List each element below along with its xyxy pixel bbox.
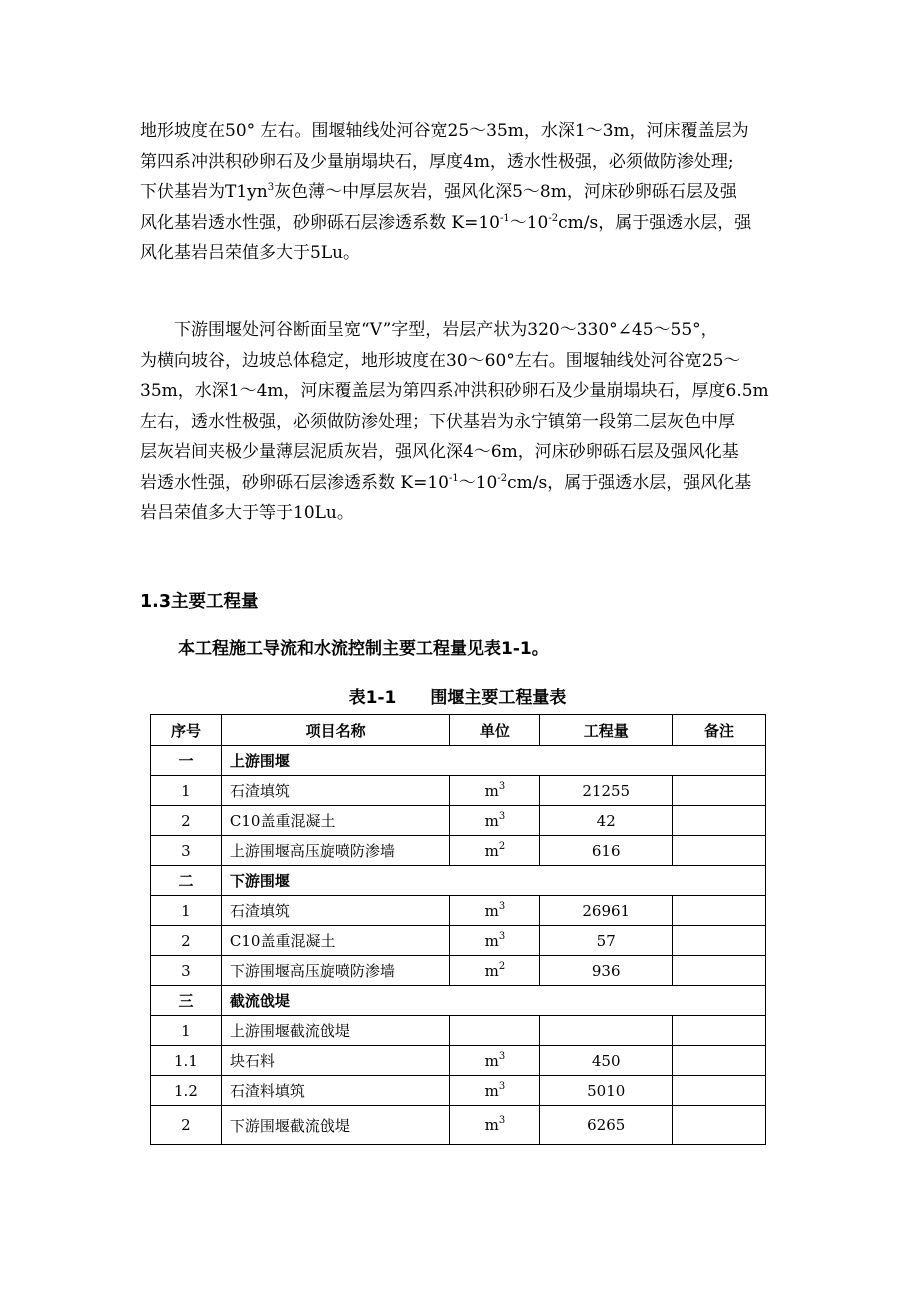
cell-name: 石渣填筑: [221, 896, 450, 926]
table-row: [151, 776, 766, 806]
unit-base: m: [484, 961, 499, 980]
cell-name: C10盖重混凝土: [221, 926, 450, 956]
cell-unit: [450, 1046, 540, 1076]
cell-quantity: 450: [540, 1046, 673, 1076]
cell-no: 3: [151, 956, 222, 986]
superscript: -2: [497, 472, 508, 484]
cell-quantity: 21255: [540, 776, 673, 806]
paragraph-geology-upstream: [140, 116, 785, 269]
unit-base: m: [484, 931, 499, 950]
text-line: [140, 346, 785, 377]
unit-base: m: [484, 1081, 499, 1100]
text-run: 风化基岩吕荣值多大于5Lu。: [140, 243, 361, 263]
cell-section-title: 截流戗堤: [221, 986, 765, 1016]
cell-note: [673, 1106, 766, 1145]
cell-unit: [450, 926, 540, 956]
cell-note: [673, 806, 766, 836]
cell-unit: [450, 1076, 540, 1106]
cell-quantity: 57: [540, 926, 673, 956]
text-line: [140, 315, 785, 346]
table-section-row: [151, 866, 766, 896]
cell-unit: [450, 776, 540, 806]
cell-note: [673, 896, 766, 926]
table-row: [151, 956, 766, 986]
header-no: 序号: [151, 715, 222, 746]
cell-note: [673, 836, 766, 866]
cell-note: [673, 776, 766, 806]
cell-unit: [450, 1016, 540, 1046]
cell-quantity: [540, 1016, 673, 1046]
text-run: 层灰岩间夹极少量薄层泥质灰岩，强风化深4～6m，河床砂卵砾石层及强风化基: [140, 442, 739, 462]
cell-section-title: 上游围堰: [221, 746, 765, 776]
unit-exponent: 3: [498, 1050, 506, 1062]
cell-name: 上游围堰高压旋喷防渗墙: [221, 836, 450, 866]
text-run: 岩透水性强，砂卵砾石层渗透系数 K=10: [140, 472, 449, 493]
cell-name: 上游围堰截流戗堤: [221, 1016, 450, 1046]
table-row: [151, 896, 766, 926]
unit-base: m: [484, 1051, 499, 1070]
cell-quantity: 936: [540, 956, 673, 986]
text-line: [140, 177, 785, 208]
cell-note: [673, 1046, 766, 1076]
table-row: [151, 806, 766, 836]
cell-unit: [450, 1106, 540, 1145]
cell-name: 块石料: [221, 1046, 450, 1076]
cell-name: 石渣填筑: [221, 776, 450, 806]
unit-exponent: 2: [498, 960, 506, 972]
cell-note: [673, 956, 766, 986]
unit-base: m: [484, 811, 499, 830]
cell-unit: [450, 836, 540, 866]
cell-no: 3: [151, 836, 222, 866]
table-row: [151, 1076, 766, 1106]
table-caption: [150, 683, 765, 708]
unit-base: m: [484, 841, 499, 860]
cell-name: C10盖重混凝土: [221, 806, 450, 836]
text-run: 左右，透水性极强，必须做防渗处理；下伏基岩为永宁镇第一段第二层灰色中厚: [140, 411, 735, 432]
table-caption-title: 围堰主要工程量表: [430, 688, 567, 708]
text-run: 35m，水深1～4m，河床覆盖层为第四系冲洪积砂卵石及少量崩塌块石，厚度6.5m: [140, 381, 769, 401]
table-row: [151, 1106, 766, 1145]
text-run: 下游围堰处河谷断面呈宽“V”字型，岩层产状为320～330°∠45～55°，: [140, 320, 718, 340]
cell-no: 1.2: [151, 1076, 222, 1106]
header-note: 备注: [673, 715, 766, 746]
cell-no: 一: [151, 746, 222, 776]
text-run: cm/s，属于强透水层，强风化基: [507, 472, 752, 493]
header-name: 项目名称: [221, 715, 450, 746]
text-line: [140, 468, 785, 499]
table-caption-number: 表1-1: [348, 688, 397, 708]
cell-no: 2: [151, 1106, 222, 1145]
cell-quantity: 6265: [540, 1106, 673, 1145]
unit-base: m: [484, 1116, 499, 1134]
text-run: 第四系冲洪积砂卵石及少量崩塌块石，厚度4m，透水性极强，必须做防渗处理;: [140, 151, 734, 172]
cell-note: [673, 1076, 766, 1106]
superscript: -2: [548, 212, 559, 224]
text-run: ～10: [509, 212, 549, 233]
cell-no: 1.1: [151, 1046, 222, 1076]
text-run: 地形坡度在50° 左右。围堰轴线处河谷宽25～35m，水深1～3m，河床覆盖层为: [140, 121, 749, 141]
cell-no: 2: [151, 926, 222, 956]
text-line: [140, 376, 785, 407]
table-header-row: [151, 715, 766, 746]
unit-exponent: 3: [498, 930, 506, 942]
table-section-row: [151, 746, 766, 776]
table-row: [151, 1046, 766, 1076]
cell-no: 二: [151, 866, 222, 896]
text-line: [140, 147, 785, 178]
cell-no: 1: [151, 776, 222, 806]
cell-no: 三: [151, 986, 222, 1016]
table-section-row: [151, 986, 766, 1016]
cell-no: 1: [151, 1016, 222, 1046]
cell-quantity: 616: [540, 836, 673, 866]
text-line: [140, 238, 785, 269]
unit-exponent: 3: [498, 1080, 506, 1092]
text-run: ～10: [458, 472, 498, 493]
cell-quantity: 42: [540, 806, 673, 836]
unit-base: m: [484, 901, 499, 920]
cell-note: [673, 1016, 766, 1046]
text-line: [140, 407, 785, 438]
cell-name: 石渣料填筑: [221, 1076, 450, 1106]
text-run: 灰色薄～中厚层灰岩，强风化深5～8m，河床砂卵砾石层及强: [274, 182, 737, 202]
text-run: cm/s，属于强透水层，强: [558, 212, 752, 233]
cell-quantity: 26961: [540, 896, 673, 926]
paragraph-geology-downstream: [140, 315, 785, 529]
text-run: 为横向坡谷，边坡总体稳定，地形坡度在30～60°左右。围堰轴线处河谷宽25～: [140, 350, 741, 371]
unit-exponent: 3: [498, 780, 506, 792]
table-row: [151, 926, 766, 956]
cell-no: 2: [151, 806, 222, 836]
text-line: [140, 498, 785, 529]
cell-name: 下游围堰高压旋喷防渗墙: [221, 956, 450, 986]
unit-exponent: 3: [498, 900, 506, 912]
cell-unit: [450, 896, 540, 926]
unit-exponent: 3: [498, 1115, 506, 1126]
superscript: -1: [448, 472, 459, 484]
cell-quantity: 5010: [540, 1076, 673, 1106]
intro-text: 本工程施工导流和水流控制主要工程量见表1-1。: [178, 639, 549, 659]
cell-section-title: 下游围堰: [221, 866, 765, 896]
text-run: 岩吕荣值多大于等于10Lu。: [140, 503, 354, 523]
text-line: [140, 208, 785, 239]
cell-unit: [450, 806, 540, 836]
superscript: -1: [499, 212, 510, 224]
section-heading: 1.3主要工程量: [140, 592, 259, 612]
text-run: 风化基岩透水性强，砂卵砾石层渗透系数 K=10: [140, 212, 500, 233]
text-line: [140, 116, 785, 147]
text-run: 下伏基岩为T1yn: [140, 182, 268, 202]
cell-note: [673, 926, 766, 956]
cell-no: 1: [151, 896, 222, 926]
unit-exponent: 2: [498, 840, 506, 852]
unit-exponent: 3: [498, 810, 506, 822]
superscript: 3: [267, 182, 275, 193]
unit-base: m: [484, 781, 499, 800]
header-quantity: 工程量: [540, 715, 673, 746]
table-row: [151, 1016, 766, 1046]
header-unit: 单位: [450, 715, 540, 746]
text-line: [140, 437, 785, 468]
cell-name: 下游围堰截流戗堤: [221, 1106, 450, 1145]
quantity-table: [150, 714, 766, 1145]
table-row: [151, 836, 766, 866]
cell-unit: [450, 956, 540, 986]
